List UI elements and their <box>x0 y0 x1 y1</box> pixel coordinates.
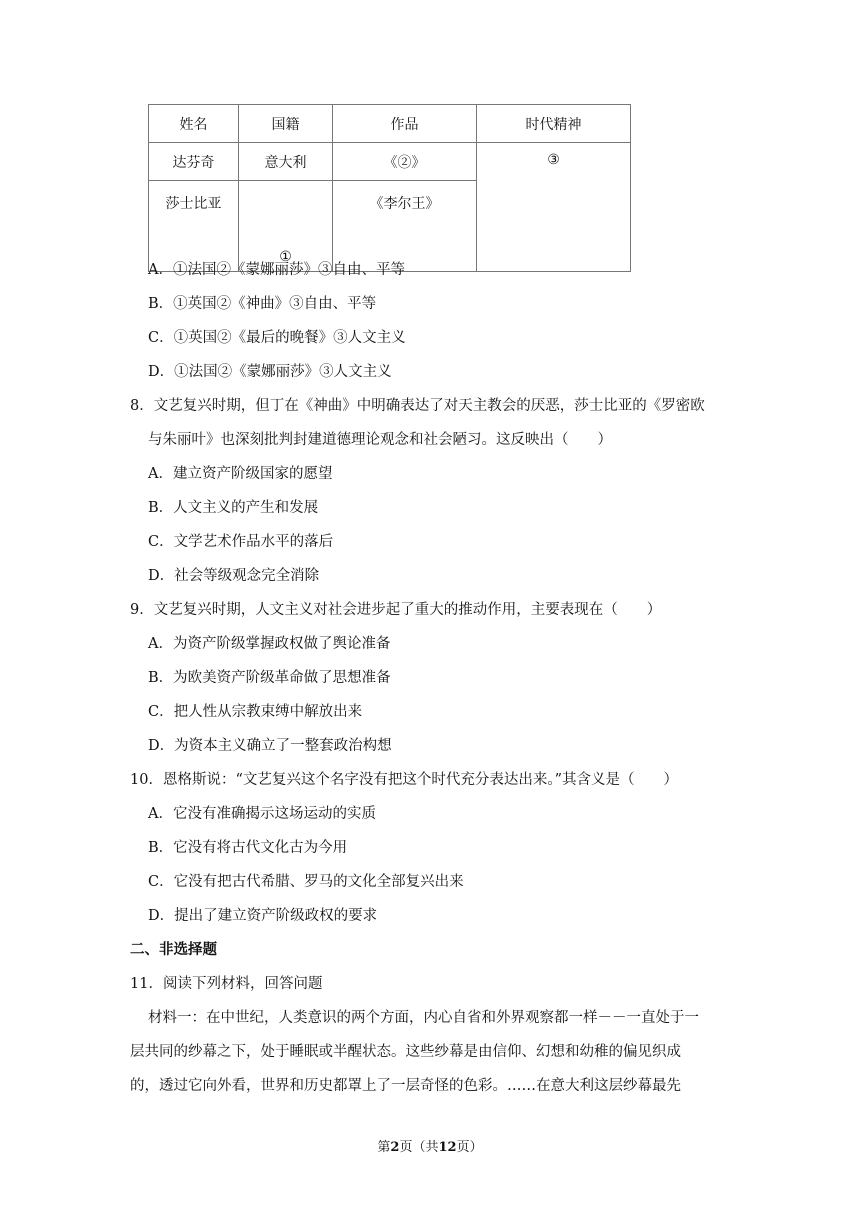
q11-material-line: 层共同的纱幕之下，处于睡眠或半醒状态。这些纱幕是由信仰、幻想和幼稚的偏见织成 <box>130 1044 681 1060</box>
q10-stem: 10．恩格斯说：“文艺复兴这个名字没有把这个时代充分表达出来。”其含义是（ ） <box>130 772 679 788</box>
cell-name: 莎士比亚 <box>149 181 239 272</box>
q9-option-b: B．为欧美资产阶级革命做了思想准备 <box>148 670 391 686</box>
header-spirit: 时代精神 <box>477 105 631 143</box>
q10-option-d: D．提出了建立资产阶级政权的要求 <box>148 908 378 924</box>
q10-option-b: B．它没有将古代文化古为今用 <box>148 840 348 856</box>
section-title: 二、非选择题 <box>130 941 217 958</box>
header-work: 作品 <box>333 105 477 143</box>
q8-option-c: C．文学艺术作品水平的落后 <box>148 534 334 550</box>
cell-work: 《②》 <box>333 143 477 181</box>
q8-option-b: B．人文主义的产生和发展 <box>148 500 319 516</box>
q9-option-a: A．为资产阶级掌握政权做了舆论准备 <box>148 636 391 652</box>
q10-option-c: C．它没有把古代希腊、罗马的文化全部复兴出来 <box>148 874 464 890</box>
footer-page-number: 2 <box>390 1140 400 1155</box>
q7-option-c: C．①英国②《最后的晚餐》③人文主义 <box>148 330 406 346</box>
q8-option-d: D．社会等级观念完全消除 <box>148 568 320 584</box>
q9-stem: 9．文艺复兴时期，人文主义对社会进步起了重大的推动作用，主要表现在（ ） <box>130 602 662 618</box>
footer-suffix: 页） <box>456 1140 483 1155</box>
info-table <box>148 104 631 272</box>
q7-option-d: D．①法国②《蒙娜丽莎》③人文主义 <box>148 364 392 380</box>
footer-middle: 页（共 <box>399 1140 439 1155</box>
q11-material-line: 材料一：在中世纪，人类意识的两个方面，内心自省和外界观察都一样－－一直处于一 <box>148 1010 699 1026</box>
q8-stem: 8．文艺复兴时期，但丁在《神曲》中明确表达了对天主教会的厌恶，莎士比亚的《罗密欧 <box>130 398 705 414</box>
q7-option-a: A．①法国②《蒙娜丽莎》③自由、平等 <box>148 262 405 278</box>
q10-option-a: A．它没有准确揭示这场运动的实质 <box>148 806 376 822</box>
q9-option-d: D．为资本主义确立了一整套政治构想 <box>148 738 392 754</box>
cell-name: 达芬奇 <box>149 143 239 181</box>
header-nationality: 国籍 <box>239 105 333 143</box>
footer-prefix: 第 <box>377 1140 391 1155</box>
footer-total-pages: 12 <box>438 1140 457 1155</box>
q11-material-line: 的，透过它向外看，世界和历史都罩上了一层奇怪的色彩。……在意大利这层纱幕最先 <box>130 1078 681 1094</box>
q8-option-a: A．建立资产阶级国家的愿望 <box>148 466 333 482</box>
q9-option-c: C．把人性从宗教束缚中解放出来 <box>148 704 363 720</box>
cell-spirit: ③ <box>477 143 631 272</box>
cell-nationality: ① <box>239 181 333 272</box>
table-header-row <box>149 105 631 143</box>
q8-stem-cont: 与朱丽叶》也深刻批判封建道德理论观念和社会陋习。这反映出（ ） <box>148 432 612 448</box>
q7-option-b: B．①英国②《神曲》③自由、平等 <box>148 296 377 312</box>
table-row <box>149 143 631 181</box>
page-footer <box>0 1136 860 1155</box>
cell-work: 《李尔王》 <box>333 181 477 272</box>
header-name: 姓名 <box>149 105 239 143</box>
cell-nationality: 意大利 <box>239 143 333 181</box>
q11-stem: 11．阅读下列材料，回答问题 <box>130 976 323 992</box>
